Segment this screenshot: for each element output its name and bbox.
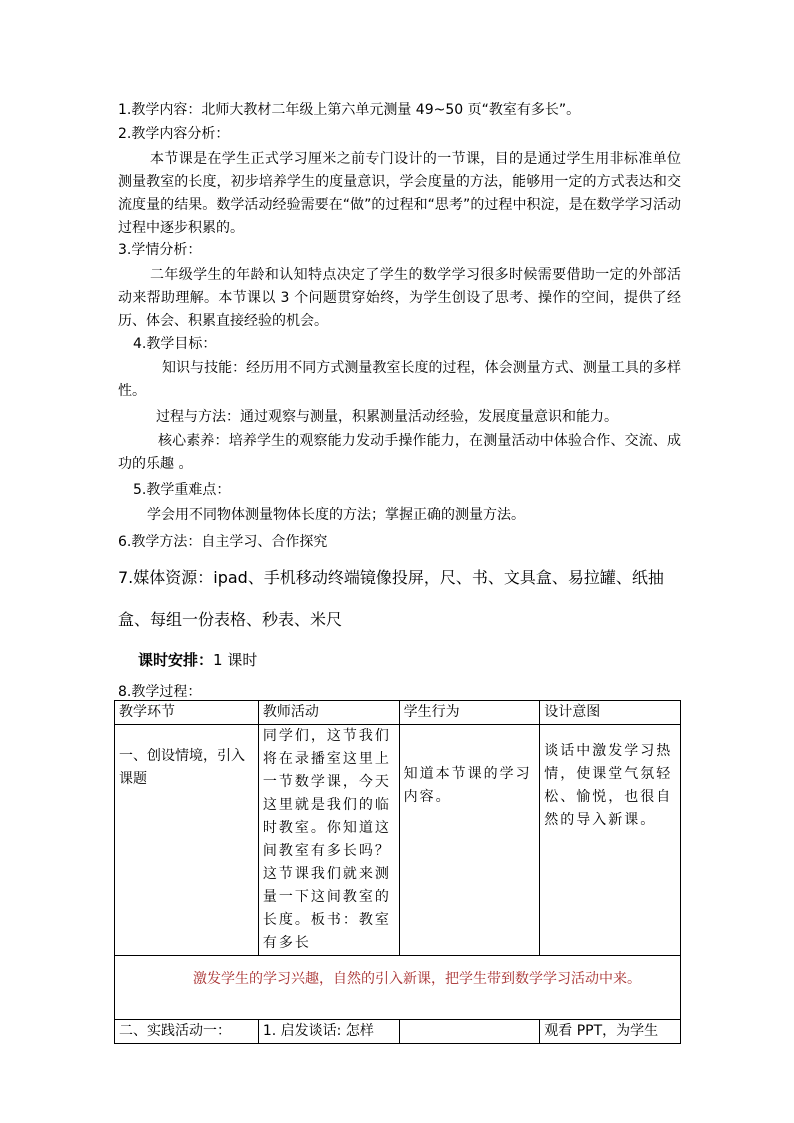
- schedule-line: [138, 648, 257, 672]
- section-4-goal-process: 过程与方法：通过观察与测量，积累测量活动经验，发展度量意识和能力。: [156, 409, 618, 425]
- header-teacher: 教师活动: [258, 701, 399, 725]
- schedule-value: 1 课时: [213, 651, 258, 669]
- table-row: [115, 1020, 681, 1044]
- teaching-process-table: [114, 700, 681, 1044]
- section-2-title: 2.教学内容分析：: [118, 126, 230, 142]
- section-4-goal-knowledge: 知识与技能：经历用不同方式测量教室长度的过程，体会测量方式、测量工具的多样性。: [118, 360, 681, 399]
- row1-intent: 谈话中激发学习热情，使课堂气氛轻松、愉悦，也很自然的导入新课。: [540, 725, 681, 956]
- header-student: 学生行为: [399, 701, 540, 725]
- section-1-content: 1.教学内容：北师大教材二年级上第六单元测量 49~50 页“教室有多长”。: [118, 102, 581, 118]
- row1-stage: 一、创设情境，引入课题: [115, 725, 259, 956]
- section-8-title: 8.教学过程：: [118, 684, 202, 700]
- schedule-label: 课时安排：: [138, 651, 214, 669]
- row1-teacher: 同学们，这节我们将在录播室这里上一节数学课，今天这里就是我们的临时教室。你知道这间教室有多长吗？这节课我们就来测量一下这间教室的长度。板书：教室有多长: [258, 725, 399, 956]
- section-3-body: 二年级学生的年龄和认知特点决定了学生的数学学习很多时候需要借助一定的外部活动来帮助理解。本节课以 3 个问题贯穿始终，为学生创设了思考、操作的空间，提供了经历、体会、积累直接经验的机会。: [118, 267, 681, 329]
- header-stage: 教学环节: [115, 701, 259, 725]
- header-intent: 设计意图: [540, 701, 681, 725]
- row2-intent: 观看 PPT，为学生: [540, 1020, 681, 1044]
- section-2-body: 本节课是在学生正式学习厘米之前专门设计的一节课，目的是通过学生用非标准单位测量教室的长度，初步培养学生的度量意识，学会度量的方法，能够用一定的方式表达和交流度量的结果。数学活动经验需要在“做”的过程和“思考”的过程中积淀，是在数学学习活动过程中逐步积累的。: [118, 151, 681, 236]
- section-6-content: 6.教学方法：自主学习、合作探究: [118, 534, 328, 550]
- section-7-line1: 7.媒体资源：ipad、手机移动终端镜像投屏，尺、书、文具盒、易拉罐、纸抽: [118, 568, 664, 587]
- section-7-line2: 盒、每组一份表格、秒表、米尺: [118, 610, 343, 629]
- section-4-title: 4.教学目标：: [133, 336, 217, 352]
- table-note-row: [115, 956, 681, 1020]
- section-5-body: 学会用不同物体测量物体长度的方法；掌握正确的测量方法。: [147, 507, 525, 523]
- table-header-row: [115, 701, 681, 725]
- section-5-title: 5.教学重难点：: [133, 482, 231, 498]
- row2-stage: 二、实践活动一：: [115, 1020, 259, 1044]
- section-3-title: 3.学情分析：: [118, 242, 202, 258]
- row1-design-note: 激发学生的学习兴趣，自然的引入新课，把学生带到数学学习活动中来。: [115, 956, 681, 1020]
- row2-teacher: 1. 启发谈话: 怎样: [258, 1020, 399, 1044]
- row1-student: 知道本节课的学习内容。: [399, 725, 540, 956]
- section-4-goal-literacy: 核心素养：培养学生的观察能力发动手操作能力，在测量活动中体验合作、交流、成功的乐趣 。: [118, 433, 681, 472]
- table-row: [115, 725, 681, 956]
- row2-student: [399, 1020, 540, 1044]
